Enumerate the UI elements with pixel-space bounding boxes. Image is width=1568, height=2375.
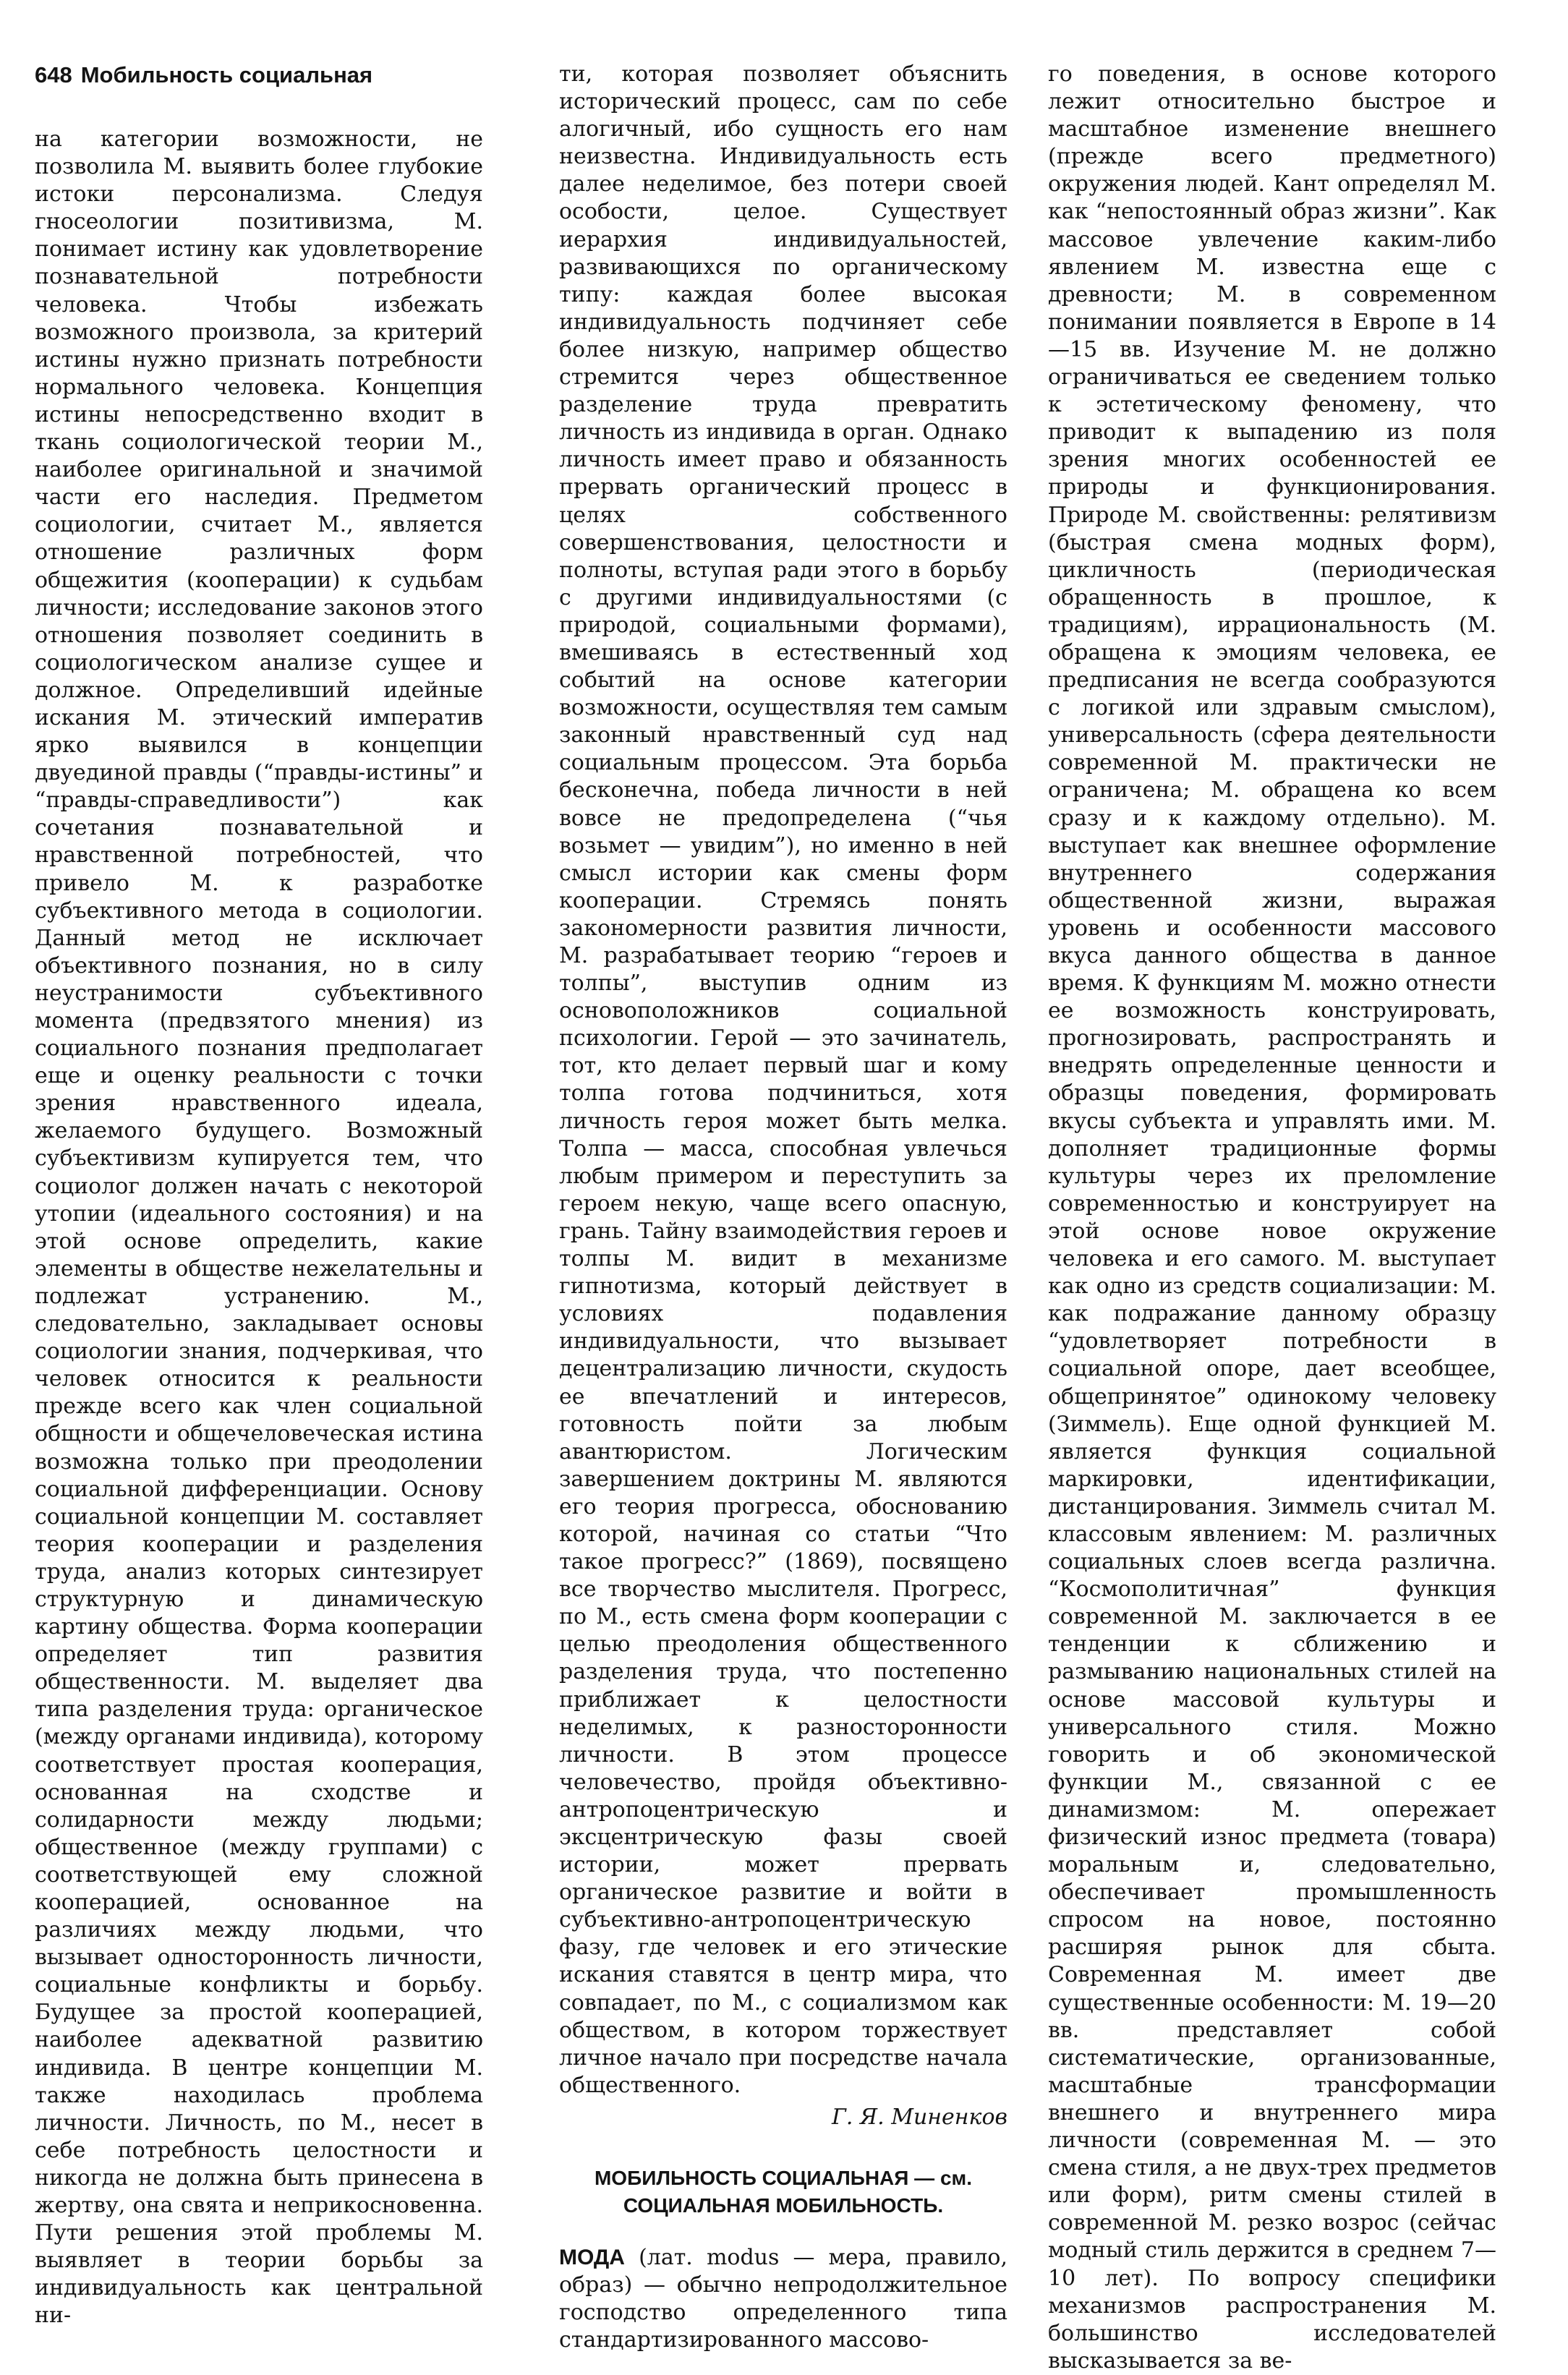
- page-number: 648: [35, 62, 72, 88]
- running-head: [35, 61, 372, 90]
- column-1-text: на категории возможности, не позволила М. выявить более глубокие истоки персонализма. Следуя гносеологии позитивизма, М. понимает истину как удовлетворение познавательной потребности человека. Чтобы избежать возможного произвола, за критерий истины нужно признать потребности нормального человека. Концепция истины непосредственно входит в ткань социологической теории М., наиболее оригинальной и значимой части его наследия. Предметом социологии, считает М., является отношение различных форм общежития (кооперации) к судьбам личности; исследование законов этого отношения позволяет соединить в социологическом анализе сущее и должное. Определивший идейные искания М. этический императив ярко выявился в концепции двуединой правды (“правды-истины” и “правды-справедливости”) как сочетания познавательной и нравственной потребностей, что привело М. к разработке субъективного метода в социологии. Данный метод не исключает объективного познания, но в силу неустранимости субъективного момента (предвзятого мнения) из социального познания предполагает еще и оценку реальности с точки зрения нравственного идеала, желаемого будущего. Возможный субъективизм купируется тем, что социолог должен начать с некоторой утопии (идеального состояния) и на этой основе определить, какие элементы в обществе нежелательны и подлежат устранению. М., следовательно, закладывает основы социологии знания, подчеркивая, что человек относится к реальности прежде всего как член социальной общности и общечеловеческая истина возможна только при преодолении социальной дифференциации. Основу социальной концепции М. составляет теория кооперации и разделения труда, анализ которых синтезирует структурную и динамическую картину общества. Форма кооперации определяет тип развития общественности. М. выделяет два типа разделения труда: органическое (между органами индивида), которому соответствует простая кооперация, основанная на сходстве и солидарности между людьми; общественное (между группами) с соответствующей ему сложной кооперацией, основанное на различиях между людьми, что вызывает односторонность личности, социальные конфликты и борьбу. Будущее за простой кооперацией, наиболее адекватной развитию индивида. В центре концепции М. также находилась проблема личности. Личность, по М., несет в себе потребность целостности и никогда не должна быть принесена в жертву, она свята и неприкосновенна. Пути решения этой проблемы М. выявляет в теории борьбы за индивидуальность как центральной ни-: [35, 127, 483, 2329]
- column-3-text: го поведения, в основе которого лежит относительно быстрое и масштабное изменение внешнего (прежде всего предметного) окружения людей. Кант определял М. как “непостоянный образ жизни”. Как массовое увлечение каким-либо явлением М. известна еще с древности; М. в современном понимании появляется в Европе в 14—15 вв. Изучение М. не должно ограничиваться ее сведением только к эстетическому феномену, что приводит к выпадению из поля зрения многих особенностей ее природы и функционирования. Природе М. свойственны: релятивизм (быстрая смена модных форм), цикличность (периодическая обращенность в прошлое, к традициям), иррациональность (М. обращена к эмоциям человека, ее предписания не всегда сообразуются с логикой или здравым смыслом), универсальность (сфера деятельности современной М. практически не ограничена; М. обращена ко всем сразу и к каждому отдельно). М. выступает как внешнее оформление внутреннего содержания общественной жизни, выражая уровень и особенности массового вкуса данного общества в данное время. К функциям М. можно отнести ее возможность конструировать, прогнозировать, распространять и внедрять определенные ценности и образцы поведения, формировать вкусы субъекта и управлять ими. М. дополняет традиционные формы культуры через их преломление современностью и конструирует на этой основе новое окружение человека и его самого. М. выступает как одно из средств социализации: М. как подражание данному образцу “удовлетворяет потребности в социальной опоре, дает всеобщее, общепринятое” одинокому человеку (Зиммель). Еще одной функцией М. является функция социальной маркировки, идентификации, дистанцирования. Зиммель считал М. классовым явлением: М. различных социальных слоев всегда различна. “Космополитичная” функция современной М. заключается в ее тенденции к сближению и размыванию национальных стилей на основе массовой культуры и универсального стиля. Можно говорить и об экономической функции М., связанной с ее динамизмом: М. опережает физический износ предмета (товара) моральным и, следовательно, обеспечивает промышленность спросом на новое, постоянно расширяя рынок для сбыта. Современная М. имеет две существенные особенности: М. 19—20 вв. представляет собой систематические, организованные, масштабные трансформации внешнего и внутреннего мира личности (современная М. — это смена стиля, а не двух-трех предметов или форм), ритм смены стилей в современной М. резко возрос (сейчас модный стиль держится в среднем 7—10 лет). По вопросу специфики механизмов распространения М. большинство исследователей высказывается за ве-: [1048, 61, 1496, 2374]
- text-column-2: [559, 61, 1007, 2354]
- cross-reference-heading: МОБИЛЬНОСТЬ СОЦИАЛЬНАЯ — см. СОЦИАЛЬНАЯ МОБИЛЬНОСТЬ.: [594, 2167, 973, 2217]
- text-column-1: [35, 126, 483, 2330]
- article-author: Г. Я. Миненков: [832, 2104, 1007, 2130]
- text-column-3: [1048, 61, 1496, 2375]
- column-2-text: ти, которая позволяет объяснить исторический процесс, сам по себе алогичный, ибо сущность его нам неизвестна. Индивидуальность есть далее неделимое, без потери своей особости, целое. Существует иерархия индивидуальностей, развивающихся по органическому типу: каждая более высокая индивидуальность подчиняет себе более низкую, например общество стремится через общественное разделение труда превратить личность из индивида в орган. Однако личность имеет право и обязанность прервать органический процесс в целях собственного совершенствования, целостности и полноты, вступая ради этого в борьбу с другими индивидуальностями (с природой, социальными формами), вмешиваясь в естественный ход событий на основе категории возможности, осуществляя тем самым законный нравственный суд над социальным процессом. Эта борьба бесконечна, победа личности в ней вовсе не предопределена (“чья возьмет — увидим”), но именно в ней смысл истории как смены форм кооперации. Стремясь понять закономерности развития личности, М. разрабатывает теорию “героев и толпы”, выступив одним из основоположников социальной психологии. Герой — это зачинатель, тот, кто делает первый шаг и кому толпа готова подчиниться, хотя личность героя может быть мелка. Толпа — масса, способная увлечься любым примером и переступить за героем некую, чаще всего опасную, грань. Тайну взаимодействия героев и толпы М. видит в механизме гипнотизма, который действует в условиях подавления индивидуальности, что вызывает децентрализацию личности, скудость ее впечатлений и интересов, готовность пойти за любым авантюристом. Логическим завершением доктрины М. являются его теория прогресса, обоснованию которой, начиная со статьи “Что такое прогресс?” (1869), посвящено все творчество мыслителя. Прогресс, по М., есть смена форм кооперации с целью преодоления общественного разделения труда, что постепенно приближает к целостности неделимых, к разносторонности личности. В этом процессе человечество, пройдя объективно-антропоцентрическую и эксцентрическую фазы своей истории, может прервать органическое развитие и войти в субъективно-антропоцентрическую фазу, где человек и его этические искания ставятся в центр мира, что совпадает, по М., с социализмом как обществом, в котором торжествует личное начало при посредстве начала общественного.: [559, 61, 1007, 2098]
- entry-text: (лат. modus — мера, правило, образ) — обычно непродолжительное господство определенного типа стандартизированного массово-: [559, 2245, 1007, 2353]
- entry-term: МОДА: [559, 2246, 625, 2270]
- entry-moda: [559, 2244, 1007, 2354]
- running-title: Мобильность социальная: [80, 62, 373, 88]
